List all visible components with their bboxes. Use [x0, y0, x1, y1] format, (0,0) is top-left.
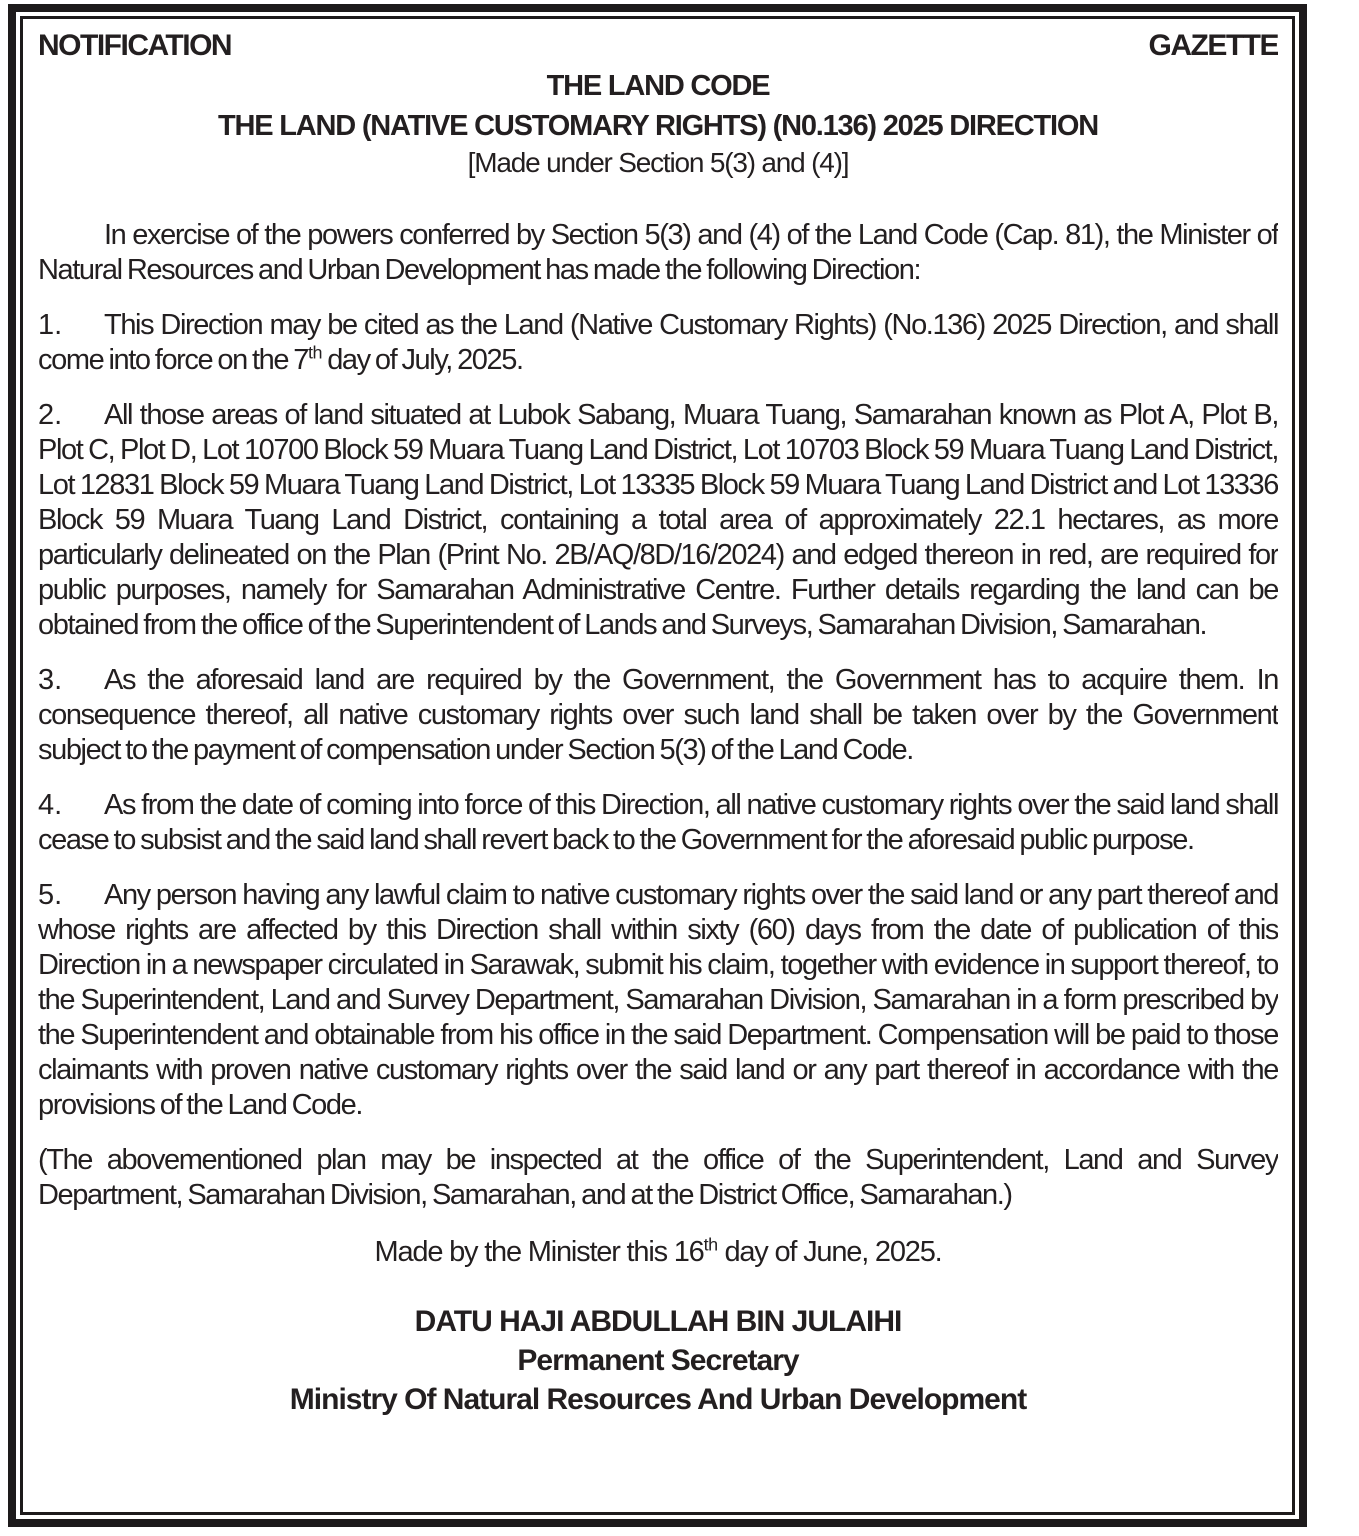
- paragraph-3-text: As the aforesaid land are required by the Government, the Government has to acquire them. In consequence thereof, all native customary rights over such land shall be taken over by the Government subject to the payment of compensation under Section 5(3) of the Land Code.: [38, 664, 1278, 766]
- paragraph-5-text: Any person having any lawful claim to native customary rights over the said land or any part thereof and whose rights are affected by this Direction shall within sixty (60) days from the date of publication of this Direction in a newspaper circulated in Sarawak, submit his claim, together with evidence in support thereof, to the Superintendent, Land and Survey Department, Samarahan Division, Samarahan in a form prescribed by the Superintendent and obtainable from his office in the said Department. Compensation will be paid to those claimants with proven native customary rights over the said land or any part thereof in accordance with the provisions of the Land Code.: [38, 879, 1278, 1121]
- paragraph-4-text: As from the date of coming into force of this Direction, all native customary rights over the said land shall cease to subsist and the said land shall revert back to the Government for the aforesaid public purpose.: [38, 789, 1278, 856]
- signatory-ministry: Ministry Of Natural Resources And Urban Development: [289, 1383, 1027, 1416]
- title-made-under: [Made under Section 5(3) and (4)]: [467, 147, 849, 178]
- signature-block: [38, 1302, 1278, 1419]
- paragraph-5-number: 5.: [38, 879, 63, 911]
- paragraph-3: [38, 663, 1278, 768]
- signatory-title: Permanent Secretary: [517, 1344, 799, 1377]
- paragraph-2-number: 2.: [38, 399, 63, 431]
- masthead: [38, 27, 1278, 63]
- paragraph-2: [38, 398, 1278, 643]
- signatory-name: DATU HAJI ABDULLAH BIN JULAIHI: [414, 1305, 902, 1338]
- paragraph-1-text-after: day of July, 2025.: [322, 344, 523, 376]
- paragraph-4-number: 4.: [38, 789, 63, 821]
- made-by-ordinal-suffix: th: [703, 1234, 718, 1255]
- paragraph-1-text: This Direction may be cited as the Land (Native Customary Rights) (No.136) 2025 Direction, and shall come into force on the 7: [38, 309, 1278, 376]
- plan-inspection-note: (The abovementioned plan may be inspected at the office of the Superintendent, Land and Survey Department, Samarahan Division, Samarahan, and at the District Office, Samarahan.): [38, 1144, 1278, 1211]
- document-inner-border: [20, 16, 1295, 1515]
- title-direction: THE LAND (NATIVE CUSTOMARY RIGHTS) (N0.136) 2025 DIRECTION: [217, 110, 1098, 142]
- paragraph-5: [38, 878, 1278, 1123]
- document-content: [38, 27, 1278, 1506]
- paragraph-1-ordinal-suffix: th: [308, 342, 323, 363]
- paragraph-1: [38, 308, 1278, 378]
- paragraph-2-text: All those areas of land situated at Lubok Sabang, Muara Tuang, Samarahan known as Plot A, Plot B, Plot C, Plot D, Lot 10700 Block 59 Muara Tuang Land District, Lot 10703 Block 59 Muara Tuang Land District, Lot 12831 Block 59 Muara Tuang Land District, Lot 13335 Block 59 Muara Tuang Land District and Lot 13336 Block 59 Muara Tuang Land District, containing a total area of approximately 22.1 hectares, as more particularly delineated on the Plan (Print No. 2B/AQ/8D/16/2024) and edged thereon in red, are required for public purposes, namely for Samarahan Administrative Centre. Further details regarding the land can be obtained from the office of the Superintendent of Lands and Surveys, Samarahan Division, Samarahan.: [38, 399, 1278, 641]
- paragraph-4: [38, 788, 1278, 858]
- gazette-label: GAZETTE: [1148, 29, 1278, 62]
- document-outer-border: [8, 4, 1307, 1527]
- notification-label: NOTIFICATION: [38, 29, 232, 62]
- paragraph-1-number: 1.: [38, 309, 63, 341]
- made-by-text-after: day of June, 2025.: [717, 1236, 942, 1268]
- made-by-text: Made by the Minister this 16: [374, 1236, 704, 1268]
- intro-paragraph: In exercise of the powers conferred by Section 5(3) and (4) of the Land Code (Cap. 81), the Minister of Natural Resources and Urban Development has made the following Direction:: [38, 219, 1278, 286]
- paragraph-3-number: 3.: [38, 664, 63, 696]
- made-by-line: [38, 1235, 1278, 1270]
- title-land-code: THE LAND CODE: [546, 70, 770, 102]
